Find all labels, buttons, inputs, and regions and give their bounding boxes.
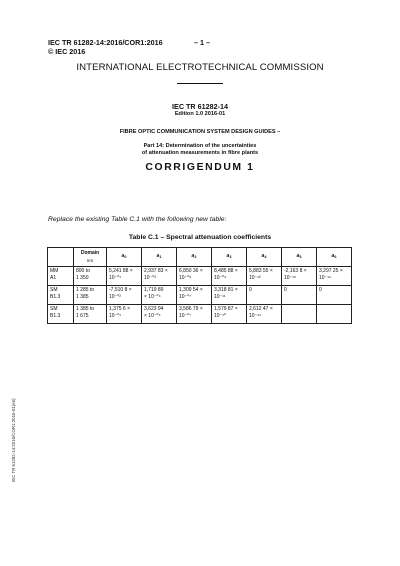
fibre-type-cell: [48, 267, 74, 286]
coefficient-cell: [282, 305, 317, 324]
edition-line: Edition 1.0 2016-01: [174, 111, 226, 117]
coefficient-text: 10⁻⁰⁷: [179, 313, 192, 319]
part-title-line-1: Part 14: Determination of the uncertainties: [143, 143, 257, 149]
coef-symbol: a: [226, 253, 230, 259]
coefficient-text: 2,612 47 ×: [249, 306, 273, 312]
header-domain-label: Domain: [80, 250, 100, 256]
domain-text: 800 to: [76, 268, 90, 274]
header-coef-a3: [212, 248, 247, 267]
coefficient-text: -2,163 8 ×: [284, 268, 307, 274]
coefficient-cell: [107, 286, 142, 305]
attenuation-table: [47, 247, 352, 324]
corrigendum-heading: CORRIGENDUM 1: [145, 162, 255, 173]
coefficient-text: 3,586 79 ×: [179, 306, 203, 312]
coefficient-text: 1,309 54 ×: [179, 287, 203, 293]
coefficient-text: × 10⁻⁰⁴: [144, 313, 161, 319]
domain-text: 1 675: [76, 313, 89, 319]
coefficient-text: 10⁻¹¹: [214, 294, 226, 300]
coef-symbol: a: [261, 253, 265, 259]
coefficient-cell: [317, 305, 352, 324]
coefficient-cell: [212, 267, 247, 286]
table-body: [48, 267, 352, 324]
coefficient-text: 5,883 55 ×: [249, 268, 273, 274]
organization-title: INTERNATIONAL ELECTROTECHNICAL COMMISSION: [76, 62, 324, 73]
coefficient-text: 3,318 81 ×: [214, 287, 238, 293]
coefficient-text: 10⁻⁰⁹: [214, 275, 227, 281]
side-reference: IEC TR 61282-14:2016/COR1:2016-01(en): [11, 398, 16, 482]
domain-text: 1 350: [76, 275, 89, 281]
coefficient-cell: [317, 267, 352, 286]
table-row: [48, 267, 352, 286]
header-coef-a4: [247, 248, 282, 267]
coefficient-text: -7,510 8 ×: [109, 287, 132, 293]
header-coef-a1: [142, 248, 177, 267]
table-caption: Table C.1 – Spectral attenuation coefficients: [128, 234, 272, 241]
page-number: – 1 –: [194, 38, 210, 47]
coefficient-cell: [107, 305, 142, 324]
fibre-type-text: MM: [50, 268, 59, 274]
domain-text: 1 385 to: [76, 306, 95, 312]
header-domain-unit: nm: [86, 258, 94, 263]
coefficient-text: 10⁻¹⁵: [284, 275, 296, 281]
domain-cell: [74, 305, 107, 324]
fibre-type-text: B1.3: [50, 294, 61, 300]
coefficient-cell: [177, 267, 212, 286]
coefficient-text: 0: [319, 287, 322, 293]
coefficient-cell: [142, 305, 177, 324]
coefficient-text: 2,937 83 ×: [144, 268, 168, 274]
fibre-type-text: A1: [50, 275, 57, 281]
part-title-line-2: of attenuation measurements in fibre plants: [141, 150, 259, 156]
coefficient-text: 10⁻¹⁴: [249, 313, 262, 319]
coef-subscript: 1: [159, 255, 162, 259]
coefficient-cell: [177, 305, 212, 324]
coef-symbol: a: [331, 253, 335, 259]
coefficient-text: 6,850 36 ×: [179, 268, 203, 274]
coefficient-text: 3,297 25 ×: [319, 268, 343, 274]
header-coef-a6: [317, 248, 352, 267]
coefficient-cell: [247, 286, 282, 305]
coefficient-cell: [107, 267, 142, 286]
coefficient-cell: [142, 286, 177, 305]
fibre-type-text: B1.3: [50, 313, 61, 319]
coef-symbol: a: [156, 253, 160, 259]
coefficient-cell: [142, 267, 177, 286]
coef-subscript: 3: [229, 255, 232, 259]
series-title: FIBRE OPTIC COMMUNICATION SYSTEM DESIGN GUIDES –: [119, 129, 281, 135]
header-coef-a0: [107, 248, 142, 267]
header-domain: [74, 248, 107, 267]
coef-symbol: a: [121, 253, 125, 259]
domain-cell: [74, 267, 107, 286]
fibre-type-cell: [48, 305, 74, 324]
coef-subscript: 5: [299, 255, 302, 259]
replacement-instruction: Replace the existing Table C.1 with the following new table:: [48, 216, 227, 223]
coefficient-text: 10⁻¹⁰: [214, 313, 226, 319]
document-number: IEC TR 61282-14: [172, 102, 228, 111]
fibre-type-text: SM: [50, 306, 58, 312]
header-coef-a5: [282, 248, 317, 267]
coefficient-text: 10⁻⁰¹: [109, 275, 121, 281]
header-blank-cell: [48, 248, 74, 267]
coefficient-text: 10⁻⁰²: [109, 294, 121, 300]
coef-symbol: a: [191, 253, 195, 259]
table-row: [48, 305, 352, 324]
coefficient-text: 0: [284, 287, 287, 293]
header-coef-a2: [177, 248, 212, 267]
coef-subscript: 2: [194, 255, 197, 259]
coefficient-text: 1,579 87 ×: [214, 306, 238, 312]
coefficient-text: 1,375 6 ×: [109, 306, 130, 312]
domain-text: 1 285 to: [76, 287, 95, 293]
coefficient-cell: [282, 286, 317, 305]
coef-subscript: 4: [264, 255, 267, 259]
coefficient-cell: [317, 286, 352, 305]
document-reference: [48, 38, 163, 56]
coefficient-cell: [247, 267, 282, 286]
coef-symbol: a: [296, 253, 300, 259]
copyright-line: © IEC 2016: [48, 47, 86, 56]
reference-number: IEC TR 61282-14:2016/COR1:2016: [48, 38, 163, 47]
domain-text: 1 385: [76, 294, 89, 300]
domain-cell: [74, 286, 107, 305]
fibre-type-cell: [48, 286, 74, 305]
coefficient-text: 10⁻⁰³: [144, 275, 156, 281]
title-divider: [177, 83, 223, 84]
part-title: [0, 143, 400, 157]
coefficient-text: 10⁻⁰¹: [109, 313, 121, 319]
coefficient-cell: [177, 286, 212, 305]
coefficient-text: 10⁻¹⁹: [319, 275, 332, 281]
coefficient-cell: [212, 305, 247, 324]
coefficient-text: 1,719 89: [144, 287, 164, 293]
coef-subscript: 6: [334, 255, 337, 259]
coefficient-text: 3,623 94: [144, 306, 164, 312]
table-header-row: [48, 248, 352, 267]
coefficient-text: 8,485 88 ×: [214, 268, 238, 274]
coef-subscript: 0: [124, 255, 127, 259]
coefficient-text: 5,241 88 ×: [109, 268, 133, 274]
table-row: [48, 286, 352, 305]
coefficient-cell: [212, 286, 247, 305]
coefficient-text: 10⁻¹²: [249, 275, 261, 281]
coefficient-text: 0: [249, 287, 252, 293]
fibre-type-text: SM: [50, 287, 58, 293]
coefficient-text: × 10⁻⁰⁴: [144, 294, 161, 300]
coefficient-text: 10⁻⁰⁶: [179, 275, 192, 281]
coefficient-cell: [247, 305, 282, 324]
coefficient-cell: [282, 267, 317, 286]
coefficient-text: 10⁻⁰⁷: [179, 294, 192, 300]
